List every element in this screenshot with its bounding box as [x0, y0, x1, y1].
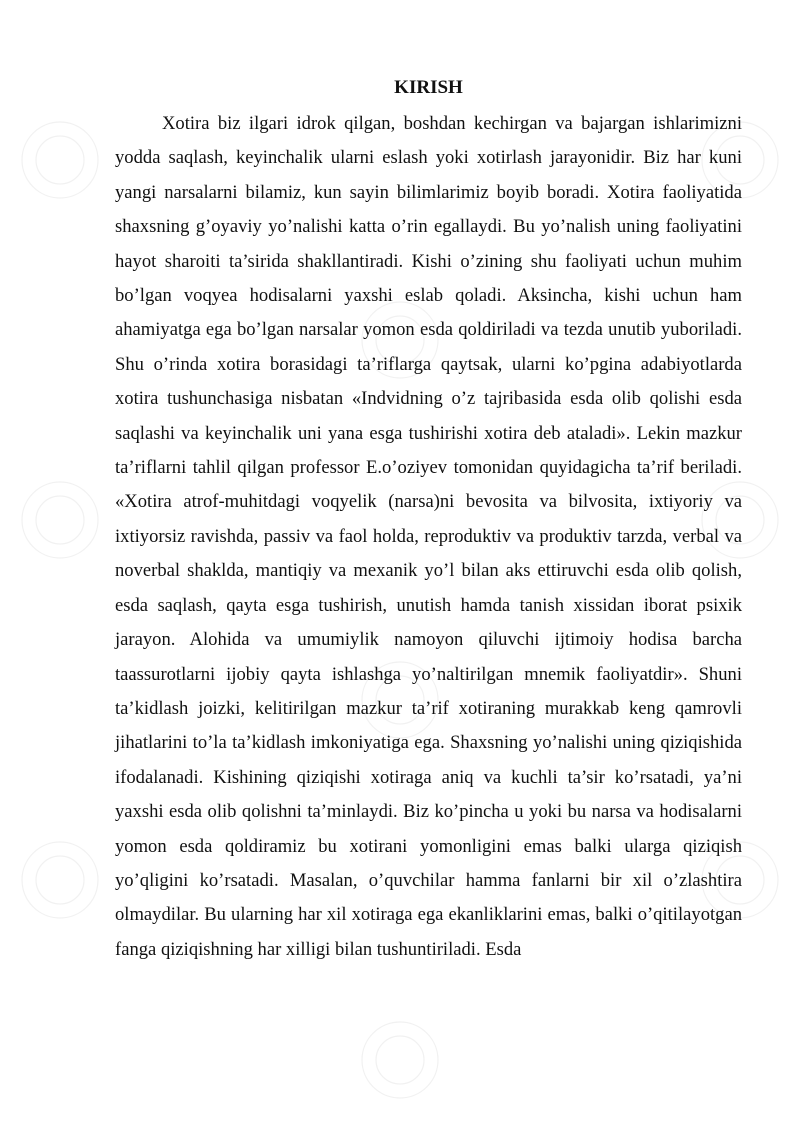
- page-heading: KIRISH: [394, 77, 463, 98]
- body-paragraph: Xotira biz ilgari idrok qilgan, boshdan kechirgan va bajargan ishlarimizni yodda saqlash, keyinchalik ularni eslash yoki xotirlash jarayonidir. Biz har kuni yangi narsalarni bilamiz, kun sayin bilimlarimiz boyib boradi. Xotira faoliyatida shaxsning g’oyaviy yo’nalishi katta o’rin egallaydi. Bu yo’nalish uning faoliyatini hayot sharoiti ta’sirida shakllantiradi. Kishi o’zining shu faoliyati uchun muhim bo’lgan voqyea hodisalarni yaxshi eslab qoladi. Aksincha, kishi uchun ham ahamiyatga ega bo’lgan narsalar yomon esda qoldiriladi va tezda unutib yuboriladi. Shu o’rinda xotira borasidagi ta’riflarga qaytsak, ularni ko’pgina adabiyotlarda xotira tushunchasiga nisbatan «Indvidning o’z tajribasida esda olib qolishi esda saqlashi va keyinchalik uni yana esga tushirishi xotira deb ataladi». Lekin mazkur ta’riflarni tahlil qilgan professor E.o’oziyev tomonidan quyidagicha ta’rif beriladi. «Xotira atrof-muhitdagi voqyelik (narsa)ni bevosita va bilvosita, ixtiyoriy va ixtiyorsiz ravishda, passiv va faol holda, reproduktiv va produktiv tarzda, verbal va noverbal shaklda, mantiqiy va mexanik yo’l bilan aks ettiruvchi esda olib qolish, esda saqlash, qayta esga tushirish, unutish hamda tanish xissidan iborat psixik jarayon. Alohida va umumiylik namoyon qiluvchi ijtimoiy hodisa barcha taassurotlarni ijobiy qayta ishlashga yo’naltirilgan mnemik faoliyatdir». Shuni ta’kidlash joizki, kelitirilgan mazkur ta’rif xotiraning murakkab keng qamrovli jihatlarini to’la ta’kidlash imkoniyatiga ega. Shaxsning yo’nalishi uning qiziqishida ifodalanadi. Kishining qiziqishi xotiraga aniq va kuchli ta’sir ko’rsatadi, ya’ni yaxshi esda olib qolishni ta’minlaydi. Biz ko’pincha u yoki bu narsa va hodisalarni yomon esda qoldiramiz bu xotirani yomonligini emas balki ularga qiziqish yo’qligini ko’rsatadi. Masalan, o’quvchilar hamma fanlarni bir xil o’zlashtira olmaydilar. Bu ularning har xil xotiraga ega ekanliklarini emas, balki o’qitilayotgan fanga qiziqishning har xilligi bilan tushuntiriladi. Esda: [115, 113, 742, 960]
